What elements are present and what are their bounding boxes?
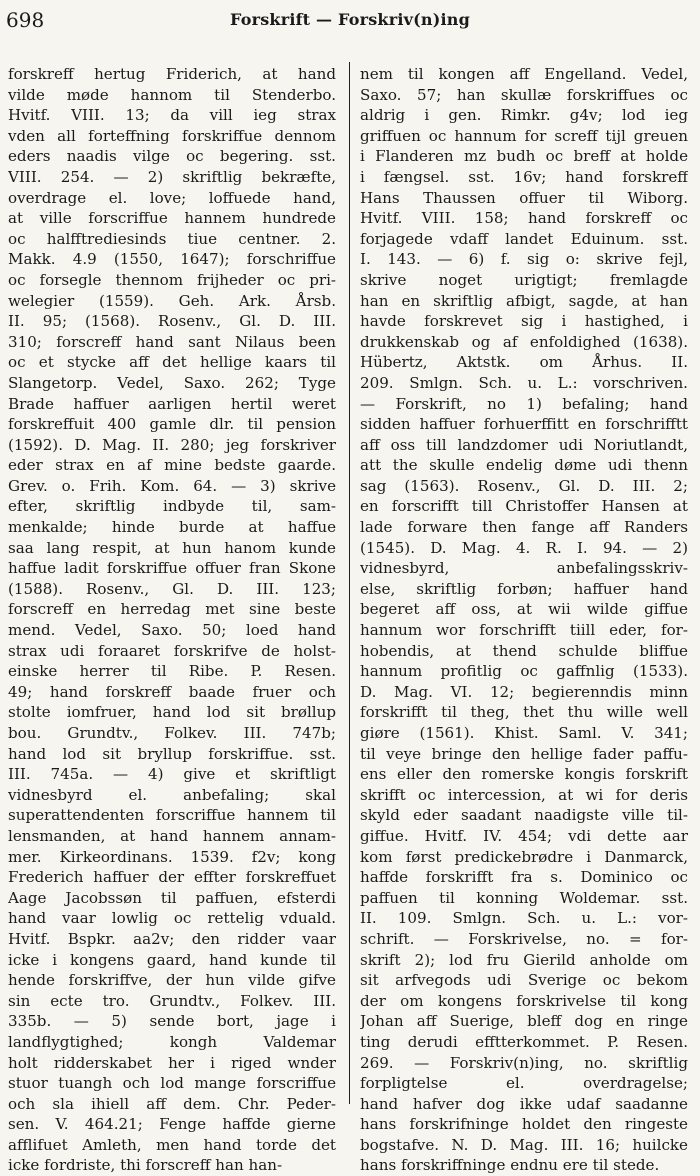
text-line: havde forskrevet sig i hastighed, i (360, 312, 688, 331)
text-line: forpligtelse el. overdragelse; (360, 1074, 688, 1093)
column-divider (349, 62, 350, 1104)
text-line: 269. — Forskriv(n)ing, no. skriftlig (360, 1053, 688, 1072)
text-line: aldrig i gen. Rimkr. g4v; lod ieg (360, 106, 688, 125)
text-line: at ville forscriffue hannem hundrede (8, 209, 336, 228)
text-line: hobendis, at thend schulde bliffue (360, 641, 688, 660)
text-line: ting derudi efftterkommet. P. Resen. (360, 1032, 688, 1051)
text-line: Hübertz, Aktstk. om Århus. II. (360, 353, 688, 372)
text-line: Hvitf. Bspkr. aa2v; den ridder vaar (8, 929, 336, 948)
text-line: Slangetorp. Vedel, Saxo. 262; Tyge (8, 373, 336, 392)
text-line: hand hafver dog ikke udaf saadanne (360, 1094, 688, 1113)
text-line: och sla ihiell aff dem. Chr. Peder- (8, 1094, 336, 1113)
text-line: superattendenten forscriffue hannem til (8, 806, 336, 825)
text-line: lensmanden, at hand hannem annam- (8, 826, 336, 845)
text-line: Hvitf. VIII. 13; da vill ieg strax (8, 106, 336, 125)
text-line: ens eller den romerske kongis forskrift (360, 765, 688, 784)
text-line: hende forskriffve, der hun vilde gifve (8, 971, 336, 990)
right-column (360, 64, 688, 1176)
text-line: Frederich haffuer der effter forskreffuet (8, 868, 336, 887)
text-line: menkalde; hinde burde at haffue (8, 518, 336, 537)
text-line: vidnesbyrd el. anbefaling; skal (8, 785, 336, 804)
text-line: Saxo. 57; han skullæ forskriffues oc (360, 85, 688, 104)
text-line: icke i kongens gaard, hand kunde til (8, 950, 336, 969)
text-line: Aage Jacobssøn til paffuen, efsterdi (8, 888, 336, 907)
text-line: i fængsel. sst. 16v; hand forskreff (360, 167, 688, 186)
text-line: nem til kongen aff Engelland. Vedel, (360, 65, 688, 83)
text-line: einske herrer til Ribe. P. Resen. (8, 662, 336, 681)
text-line: aff oss till landzdomer udi Noriutlandt, (360, 435, 688, 454)
text-line: VIII. 254. — 2) skriftlig bekræfte, (8, 167, 336, 186)
text-line: sen. V. 464.21; Fenge haffde gierne (8, 1115, 336, 1134)
text-line: vidnesbyrd, anbefalingsskriv- (360, 559, 688, 578)
text-line: skrift 2); lod fru Gierild anholde om (360, 950, 688, 969)
text-line: III. 745a. — 4) give et skriftligt (8, 765, 336, 784)
text-line: Grev. o. Frih. Kom. 64. — 3) skrive (8, 476, 336, 495)
text-line: han en skriftlig afbigt, sagde, at han (360, 291, 688, 310)
text-line: stolte iomfruer, hand lod sit brøllup (8, 703, 336, 722)
text-line: (1545). D. Mag. 4. R. I. 94. — 2) (360, 538, 688, 557)
text-line: strax udi foraaret forskrifve de holst- (8, 641, 336, 660)
text-line: 335b. — 5) sende bort, jage i (8, 1012, 336, 1031)
text-line: Makk. 4.9 (1550, 1647); forschriffue (8, 250, 336, 269)
text-line: D. Mag. VI. 12; begierenndis minn (360, 682, 688, 701)
text-line: bogstafve. N. D. Mag. III. 16; huilcke (360, 1135, 688, 1154)
running-head: Forskrift — Forskriv(n)ing (230, 10, 470, 29)
text-line: hand lod sit bryllup forskriffue. sst. (8, 744, 336, 763)
text-line: giffue. Hvitf. IV. 454; vdi dette aar (360, 826, 688, 845)
text-line: att the skulle endelig døme udi thenn (360, 456, 688, 475)
text-line: sin ecte tro. Grundtv., Folkev. III. (8, 991, 336, 1010)
text-line: drukkenskab og af enfoldighed (1638). (360, 332, 688, 351)
text-line: oc halfftrediesinds tiue centner. 2. (8, 229, 336, 248)
text-line: vden all forteffning forskriffue dennom (8, 126, 336, 145)
text-line: Brade haffuer aarligen hertil weret (8, 394, 336, 413)
text-line: stuor tuangh och lod mange forscriffue (8, 1074, 336, 1093)
text-line: sit arfvegods udi Sverige oc bekom (360, 971, 688, 990)
text-line: skrifft oc intercession, at wi for deris (360, 785, 688, 804)
text-line: forjagede vdaff landet Eduinum. sst. (360, 229, 688, 248)
text-line: oc et stycke aff det hellige kaars til (8, 353, 336, 372)
text-line: forskreff hertug Friderich, at hand (8, 65, 336, 83)
text-line: hans forskrifninge holdet den ringeste (360, 1115, 688, 1134)
text-line: II. 109. Smlgn. Sch. u. L.: vor- (360, 909, 688, 928)
page-number: 698 (6, 8, 45, 32)
text-line: paffuen til konning Woldemar. sst. (360, 888, 688, 907)
text-line: II. 95; (1568). Rosenv., Gl. D. III. (8, 312, 336, 331)
text-line: icke fordriste, thi forscreff han han- (8, 1156, 283, 1175)
text-line: kom først predickebrødre i Danmarck, (360, 847, 688, 866)
text-line: haffde forskrifft fra s. Dominico oc (360, 868, 688, 887)
text-line: oc forsegle thennom frijheder oc pri- (8, 270, 336, 289)
text-line: forskrifft til theg, thet thu wille well (360, 703, 688, 722)
text-line: i Flanderen mz budh oc breff at holde (360, 147, 688, 166)
text-line: saa lang respit, at hun hanom kunde (8, 538, 336, 557)
page-header (0, 0, 700, 40)
text-line: vilde møde hannom til Stenderbo. (8, 85, 336, 104)
left-column (8, 64, 336, 1176)
text-line: haffue ladit forskriffue offuer fran Skone (8, 559, 336, 578)
text-line: welegier (1559). Geh. Ark. Årsb. (8, 291, 336, 310)
text-line: Hvitf. VIII. 158; hand forskreff oc (360, 209, 688, 228)
text-line: landflygtighed; kongh Valdemar (8, 1032, 336, 1051)
text-line: schrift. — Forskrivelse, no. = for- (360, 929, 688, 948)
text-line: 49; hand forskreff baade fruer och (8, 682, 336, 701)
text-line: (1592). D. Mag. II. 280; jeg forskriver (8, 435, 336, 454)
text-line: afflifuet Amleth, men hand torde det (8, 1135, 336, 1154)
text-line: (1588). Rosenv., Gl. D. III. 123; (8, 579, 336, 598)
text-line: bou. Grundtv., Folkev. III. 747b; (8, 724, 336, 742)
text-line: der om kongens forskrivelse til kong (360, 991, 688, 1010)
text-line: 310; forscreff hand sant Nilaus been (8, 332, 336, 351)
text-line: mend. Vedel, Saxo. 50; loed hand (8, 621, 336, 640)
text-line: sag (1563). Rosenv., Gl. D. III. 2; (360, 476, 688, 495)
text-line: Johan aff Suerige, bleff dog en ringe (360, 1012, 688, 1031)
text-line: sidden haffuer forhuerffitt en forschrifftt (360, 415, 688, 434)
text-line: holt ridderskabet her i riged wnder (8, 1053, 336, 1072)
text-line: forskreffuit 400 gamle dlr. til pension (8, 415, 336, 434)
text-line: — Forskrift, no 1) befaling; hand (360, 394, 688, 413)
text-line: begeret aff oss, at wii wilde giffue (360, 600, 688, 619)
text-line: efter, skriftlig indbyde til, sam- (8, 497, 336, 516)
text-line: I. 143. — 6) f. sig o: skrive fejl, (360, 250, 688, 269)
text-line: 209. Smlgn. Sch. u. L.: vorschriven. (360, 373, 688, 392)
text-line: Hans Thaussen offuer til Wiborg. (360, 188, 688, 207)
text-line: forscreff en herredag met sine beste (8, 600, 336, 619)
text-line: else, skriftlig forbøn; haffuer hand (360, 579, 688, 598)
text-line: mer. Kirkeordinans. 1539. f2v; kong (8, 847, 336, 866)
text-line: giøre (1561). Khist. Saml. V. 341; (360, 724, 688, 742)
text-line: hannum profitlig oc gaffnlig (1533). (360, 662, 688, 681)
text-line: til veye bringe den hellige fader paffu- (360, 744, 688, 763)
text-line: eders naadis vilge oc begering. sst. (8, 147, 336, 166)
text-line: griffuen oc hannum for screff tijl greuen (360, 126, 688, 145)
text-line: hannum wor forschrifft tiill eder, for- (360, 621, 688, 640)
text-line: hans forskriffninge endnu ere til stede. (360, 1156, 660, 1175)
text-line: en forscrifft till Christoffer Hansen at (360, 497, 688, 516)
text-line: overdrage el. love; loffuede hand, (8, 188, 336, 207)
text-line: lade forware then fange aff Randers (360, 518, 688, 537)
text-line: hand vaar lowlig oc rettelig vduald. (8, 909, 336, 928)
text-line: eder strax en af mine bedste gaarde. (8, 456, 336, 475)
text-line: skyld eder saadant naadigste ville til- (360, 806, 688, 825)
text-line: skrive noget urigtigt; fremlagde (360, 270, 688, 289)
